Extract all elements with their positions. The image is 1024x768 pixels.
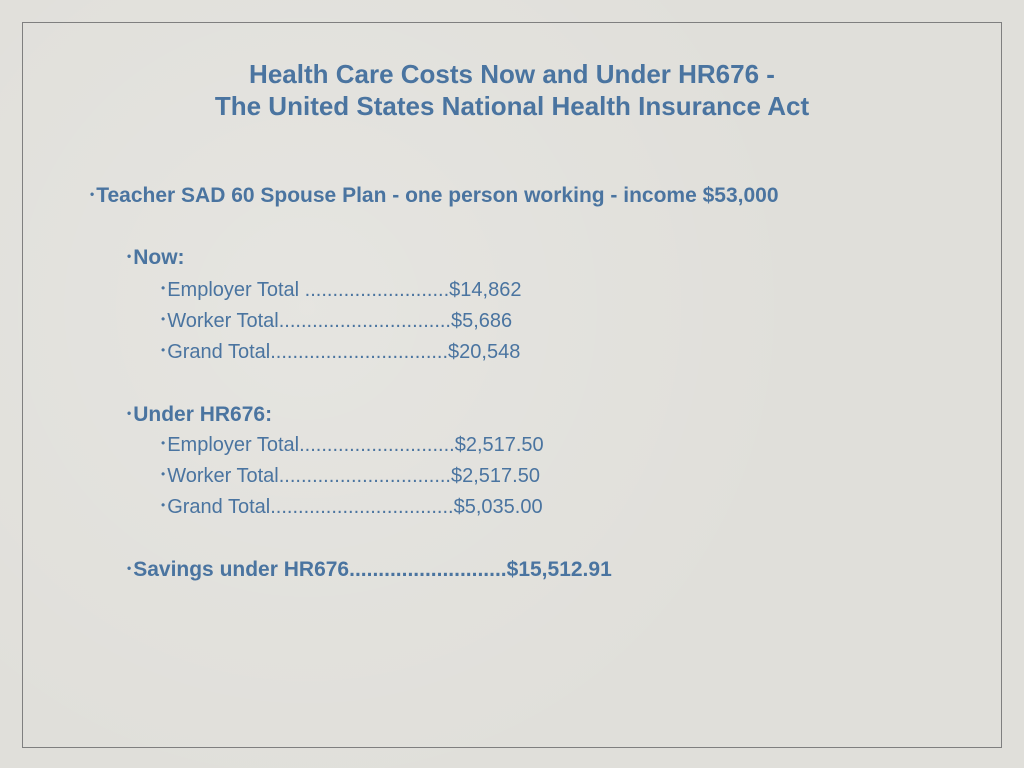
- bullet-icon: •: [161, 281, 166, 295]
- hr676-worker-total: [161, 465, 540, 488]
- bullet-icon: •: [161, 343, 166, 357]
- hr676-grand-total: [161, 496, 543, 519]
- plan-text: Teacher SAD 60 Spouse Plan - one person working - income $53,000: [96, 184, 779, 207]
- list-item: Worker Total...............................$5,686: [167, 310, 513, 332]
- hr676-heading: [127, 403, 272, 427]
- bullet-icon: •: [127, 249, 132, 263]
- title-line-2: The United States National Health Insurance Act: [214, 91, 810, 121]
- slide-title: [0, 58, 1024, 122]
- list-item: Employer Total............................$2,517.50: [167, 434, 544, 456]
- list-item: Grand Total.................................$5,035.00: [167, 496, 543, 518]
- bullet-icon: •: [161, 498, 166, 512]
- savings-text: Savings under HR676...........................$15,512.91: [133, 558, 612, 581]
- bullet-icon: •: [127, 561, 132, 575]
- now-grand-total: [161, 341, 520, 364]
- bullet-icon: •: [90, 187, 95, 201]
- bullet-icon: •: [161, 467, 166, 481]
- list-item: Worker Total...............................$2,517.50: [167, 465, 540, 487]
- hr676-employer-total: [161, 434, 544, 457]
- bullet-icon: •: [127, 406, 132, 420]
- plan-bullet: [90, 184, 779, 208]
- slide-frame: [22, 22, 1002, 748]
- now-employer-total: [161, 279, 521, 302]
- now-worker-total: [161, 310, 512, 333]
- bullet-icon: •: [161, 436, 166, 450]
- hr676-heading-text: Under HR676:: [133, 403, 273, 426]
- bullet-icon: •: [161, 312, 166, 326]
- list-item: Employer Total ..........................$14,862: [167, 279, 522, 301]
- now-heading-text: Now:: [133, 246, 185, 269]
- list-item: Grand Total................................$20,548: [167, 341, 521, 363]
- title-line-1: Health Care Costs Now and Under HR676 -: [249, 59, 775, 89]
- now-heading: [127, 246, 185, 270]
- savings-line: [127, 558, 612, 582]
